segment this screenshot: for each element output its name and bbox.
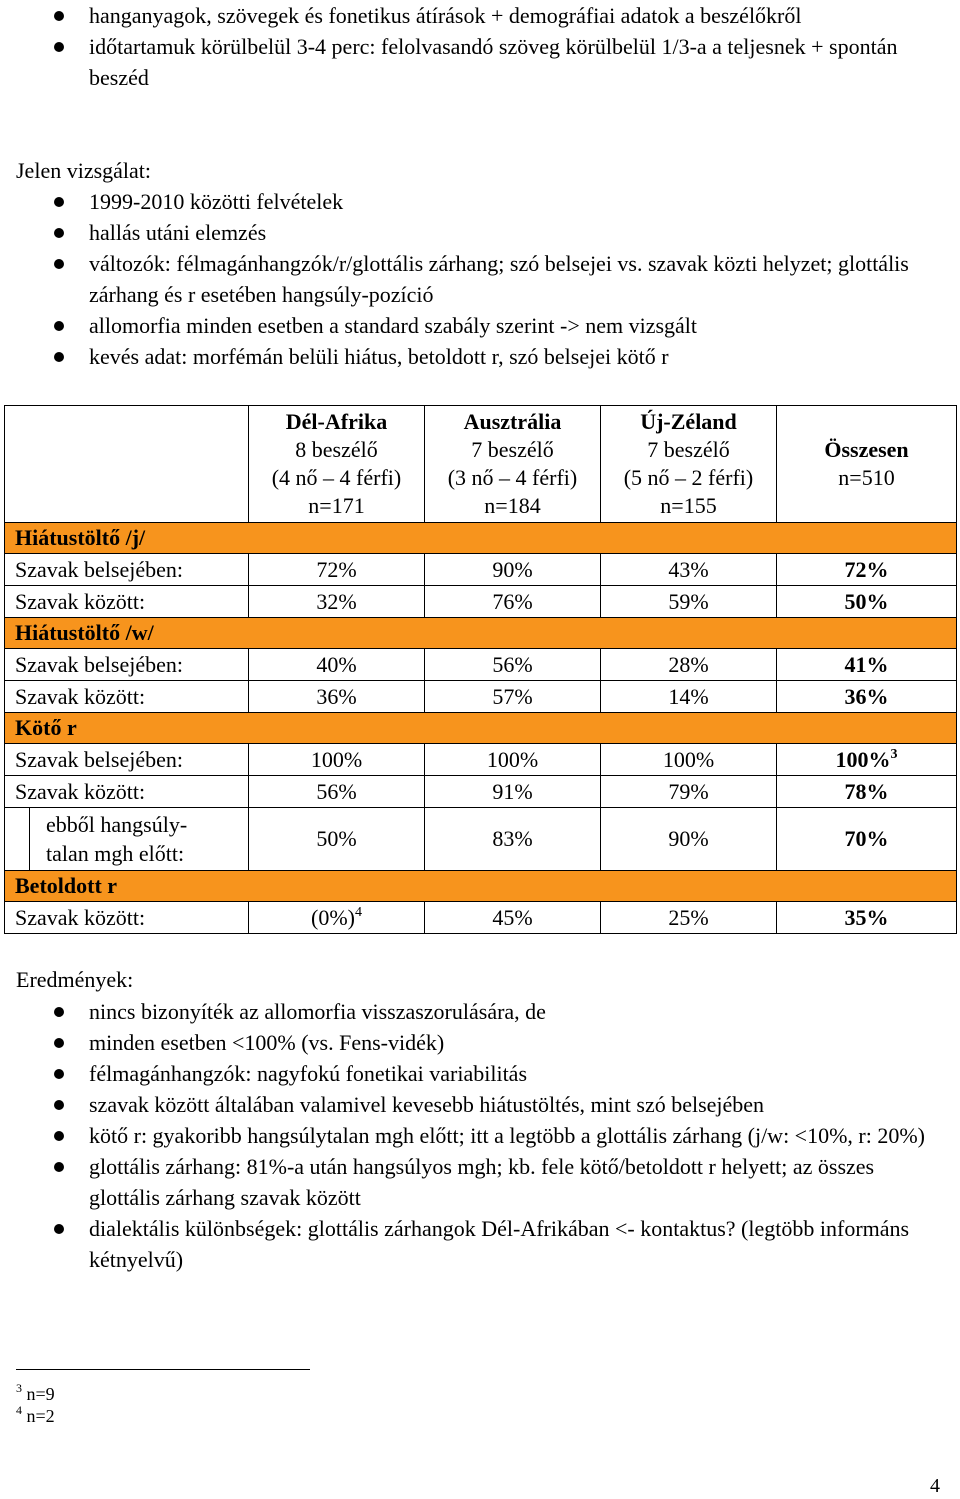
cell: 14% bbox=[601, 681, 777, 713]
total-cell: 41% bbox=[777, 649, 957, 681]
table-row bbox=[5, 554, 957, 586]
cell: 59% bbox=[601, 586, 777, 618]
column-header-south-africa: Dél-Afrika 8 beszélő (4 nő – 4 férfi) n=171 bbox=[249, 406, 425, 523]
column-header-total: Összesen n=510 bbox=[777, 406, 957, 523]
cell: 76% bbox=[425, 586, 601, 618]
cell: 91% bbox=[425, 776, 601, 808]
list-item: dialektális különbségek: glottális zárhangok Dél-Afrikában <- kontaktus? (legtöbb informáns kétnyelvű) bbox=[0, 1213, 950, 1275]
row-label: Szavak között: bbox=[5, 586, 249, 618]
list-item: hallás utáni elemzés bbox=[0, 217, 950, 248]
section-row-linking-r bbox=[5, 713, 957, 744]
page-number: 4 bbox=[930, 1475, 940, 1497]
cell: 56% bbox=[249, 776, 425, 808]
row-label: Szavak között: bbox=[5, 902, 249, 934]
list-item: nincs bizonyíték az allomorfia visszaszorulására, de bbox=[0, 996, 950, 1027]
results-bullet-list bbox=[0, 996, 950, 1275]
intro-bullet-list bbox=[0, 0, 950, 93]
column-header-new-zealand: Új-Zéland 7 beszélő (5 nő – 2 férfi) n=155 bbox=[601, 406, 777, 523]
results-table bbox=[4, 405, 957, 934]
table-row bbox=[5, 808, 957, 871]
row-label: Szavak belsejében: bbox=[5, 649, 249, 681]
section-row-intrusive-r bbox=[5, 871, 957, 902]
cell: 100% bbox=[601, 744, 777, 776]
cell: 40% bbox=[249, 649, 425, 681]
list-item: kevés adat: morfémán belüli hiátus, betoldott r, szó belsejei kötő r bbox=[0, 341, 950, 372]
list-item: időtartamuk körülbelül 3-4 perc: felolvasandó szöveg körülbelül 1/3-a a teljesnek + spontán beszéd bbox=[0, 31, 950, 93]
list-item: allomorfia minden esetben a standard szabály szerint -> nem vizsgált bbox=[0, 310, 950, 341]
total-cell: 70% bbox=[777, 808, 957, 871]
column-header-australia: Ausztrália 7 beszélő (3 nő – 4 férfi) n=184 bbox=[425, 406, 601, 523]
cell: 100% bbox=[249, 744, 425, 776]
list-item: 1999-2010 közötti felvételek bbox=[0, 186, 950, 217]
section-label: Hiátustöltő /w/ bbox=[5, 618, 957, 649]
study-bullet-list bbox=[0, 186, 950, 372]
table-row bbox=[5, 586, 957, 618]
row-label: Szavak belsejében: bbox=[5, 554, 249, 586]
total-cell: 72% bbox=[777, 554, 957, 586]
section-label: Kötő r bbox=[5, 713, 957, 744]
row-label: Szavak között: bbox=[5, 776, 249, 808]
cell: 90% bbox=[601, 808, 777, 871]
list-item: félmagánhangzók: nagyfokú fonetikai variabilitás bbox=[0, 1058, 950, 1089]
cell: 45% bbox=[425, 902, 601, 934]
footnote-ref: 4 bbox=[354, 904, 362, 920]
cell: 72% bbox=[249, 554, 425, 586]
footnote: $^3$ n=9 bbox=[16, 1381, 55, 1404]
total-cell: 35% bbox=[777, 902, 957, 934]
table-row bbox=[5, 681, 957, 713]
cell: 79% bbox=[601, 776, 777, 808]
cell: 25% bbox=[601, 902, 777, 934]
cell: 57% bbox=[425, 681, 601, 713]
list-item: hanganyagok, szövegek és fonetikus átírások + demográfiai adatok a beszélőkről bbox=[0, 0, 950, 31]
list-item: minden esetben <100% (vs. Fens-vidék) bbox=[0, 1027, 950, 1058]
table-row bbox=[5, 744, 957, 776]
cell: 100% bbox=[425, 744, 601, 776]
section-label: Hiátustöltő /j/ bbox=[5, 523, 957, 554]
table-row bbox=[5, 902, 957, 934]
row-label: Szavak között: bbox=[5, 681, 249, 713]
cell: 56% bbox=[425, 649, 601, 681]
list-item: szavak között általában valamivel kevesebb hiátustöltés, mint szó belsejében bbox=[0, 1089, 950, 1120]
cell: 43% bbox=[601, 554, 777, 586]
footnote: $^4$ n=2 bbox=[16, 1403, 55, 1426]
study-heading: Jelen vizsgálat: bbox=[16, 158, 152, 183]
list-item: kötő r: gyakoribb hangsúlytalan mgh előtt; itt a legtöbb a glottális zárhang (j/w: <10%, r: 20%) bbox=[0, 1120, 950, 1151]
cell: 32% bbox=[249, 586, 425, 618]
total-cell: 78% bbox=[777, 776, 957, 808]
total-cell: 36% bbox=[777, 681, 957, 713]
cell: $(0\%)^4$ bbox=[249, 902, 425, 934]
cell: 83% bbox=[425, 808, 601, 871]
section-row-w bbox=[5, 618, 957, 649]
total-cell: 100%$^3$ bbox=[777, 744, 957, 776]
section-label: Betoldott r bbox=[5, 871, 957, 902]
table-row bbox=[5, 649, 957, 681]
total-cell: 50% bbox=[777, 586, 957, 618]
list-item: változók: félmagánhangzók/r/glottális zárhang; szó belsejei vs. szavak közti helyzet; glottális zárhang és r esetében hangsúly-pozíció bbox=[0, 248, 950, 310]
table-row bbox=[5, 776, 957, 808]
cell: 28% bbox=[601, 649, 777, 681]
cell: 36% bbox=[249, 681, 425, 713]
footnote-ref: 3 bbox=[890, 746, 898, 762]
row-label: Szavak belsejében: bbox=[5, 744, 249, 776]
cell: 50% bbox=[249, 808, 425, 871]
list-item: glottális zárhang: 81%-a után hangsúlyos mgh; kb. fele kötő/betoldott r helyett; az összes glottális zárhang szavak között bbox=[0, 1151, 950, 1213]
cell: 90% bbox=[425, 554, 601, 586]
footnote-separator bbox=[16, 1369, 310, 1370]
section-row-j bbox=[5, 523, 957, 554]
row-label: ebből hangsúly- talan mgh előtt: bbox=[5, 808, 249, 871]
table-header-row bbox=[5, 406, 957, 523]
results-heading: Eredmények: bbox=[16, 967, 134, 992]
header-empty-cell bbox=[5, 406, 249, 523]
indent-spacer bbox=[5, 808, 30, 870]
